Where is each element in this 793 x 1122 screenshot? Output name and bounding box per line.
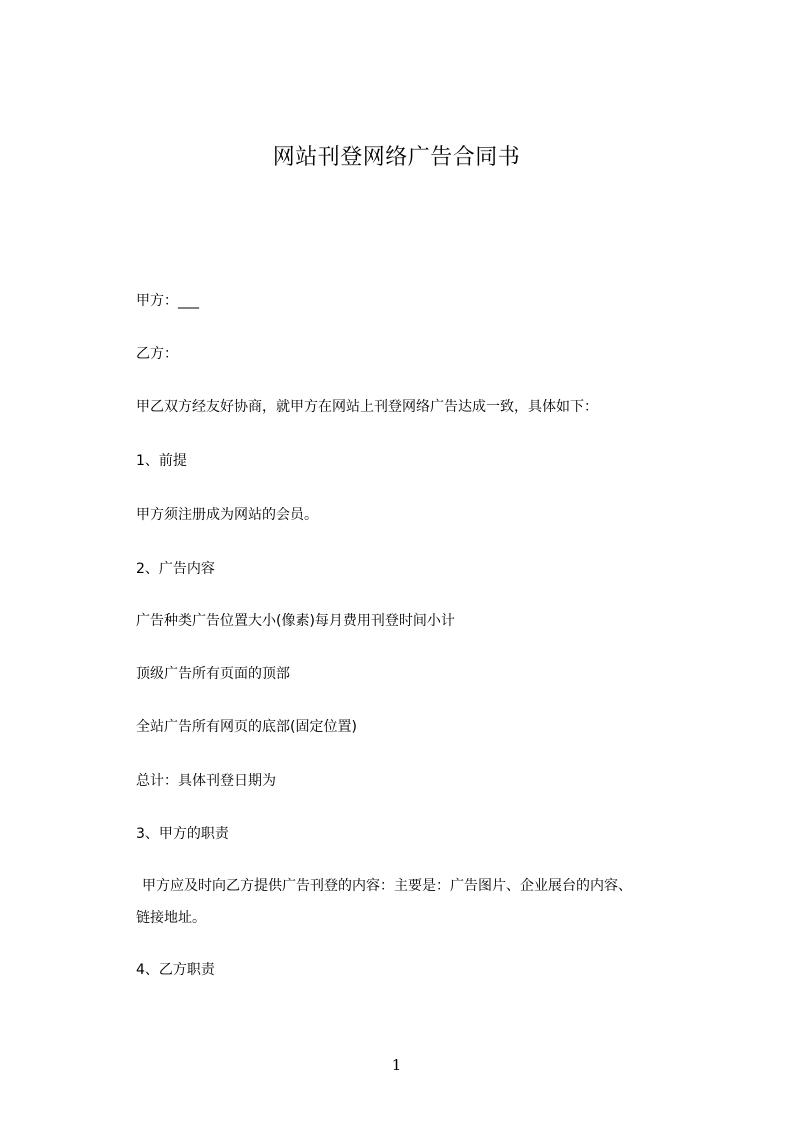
section-2-line-top-ad: 顶级广告所有页面的顶部 xyxy=(136,666,290,682)
section-2-line-total: 总计：具体刊登日期为 xyxy=(136,773,276,789)
party-a-line: 甲方：___ xyxy=(136,293,199,309)
section-3-body xyxy=(136,870,716,934)
intro-paragraph: 甲乙双方经友好协商，就甲方在网站上刊登网络广告达成一致，具体如下： xyxy=(136,399,598,415)
party-b-line: 乙方： xyxy=(136,346,178,362)
section-1-heading: 1、前提 xyxy=(136,453,187,469)
section-3-body-line-2: 链接地址。 xyxy=(136,910,206,926)
section-2-heading: 2、广告内容 xyxy=(136,561,215,577)
document-title: 网站刊登网络广告合同书 xyxy=(272,145,521,170)
section-4-heading: 4、乙方职责 xyxy=(136,962,215,978)
section-2-line-site-ad: 全站广告所有网页的底部(固定位置) xyxy=(136,719,357,735)
section-3-body-line-1: 甲方应及时向乙方提供广告刊登的内容：主要是：广告图片、企业展台的内容、 xyxy=(142,878,632,894)
page-number: 1 xyxy=(391,1056,402,1074)
section-2-line-columns: 广告种类广告位置大小(像素)每月费用刊登时间小计 xyxy=(136,613,455,629)
section-1-body: 甲方须注册成为网站的会员。 xyxy=(136,507,318,523)
section-3-heading: 3、甲方的职责 xyxy=(136,826,229,842)
